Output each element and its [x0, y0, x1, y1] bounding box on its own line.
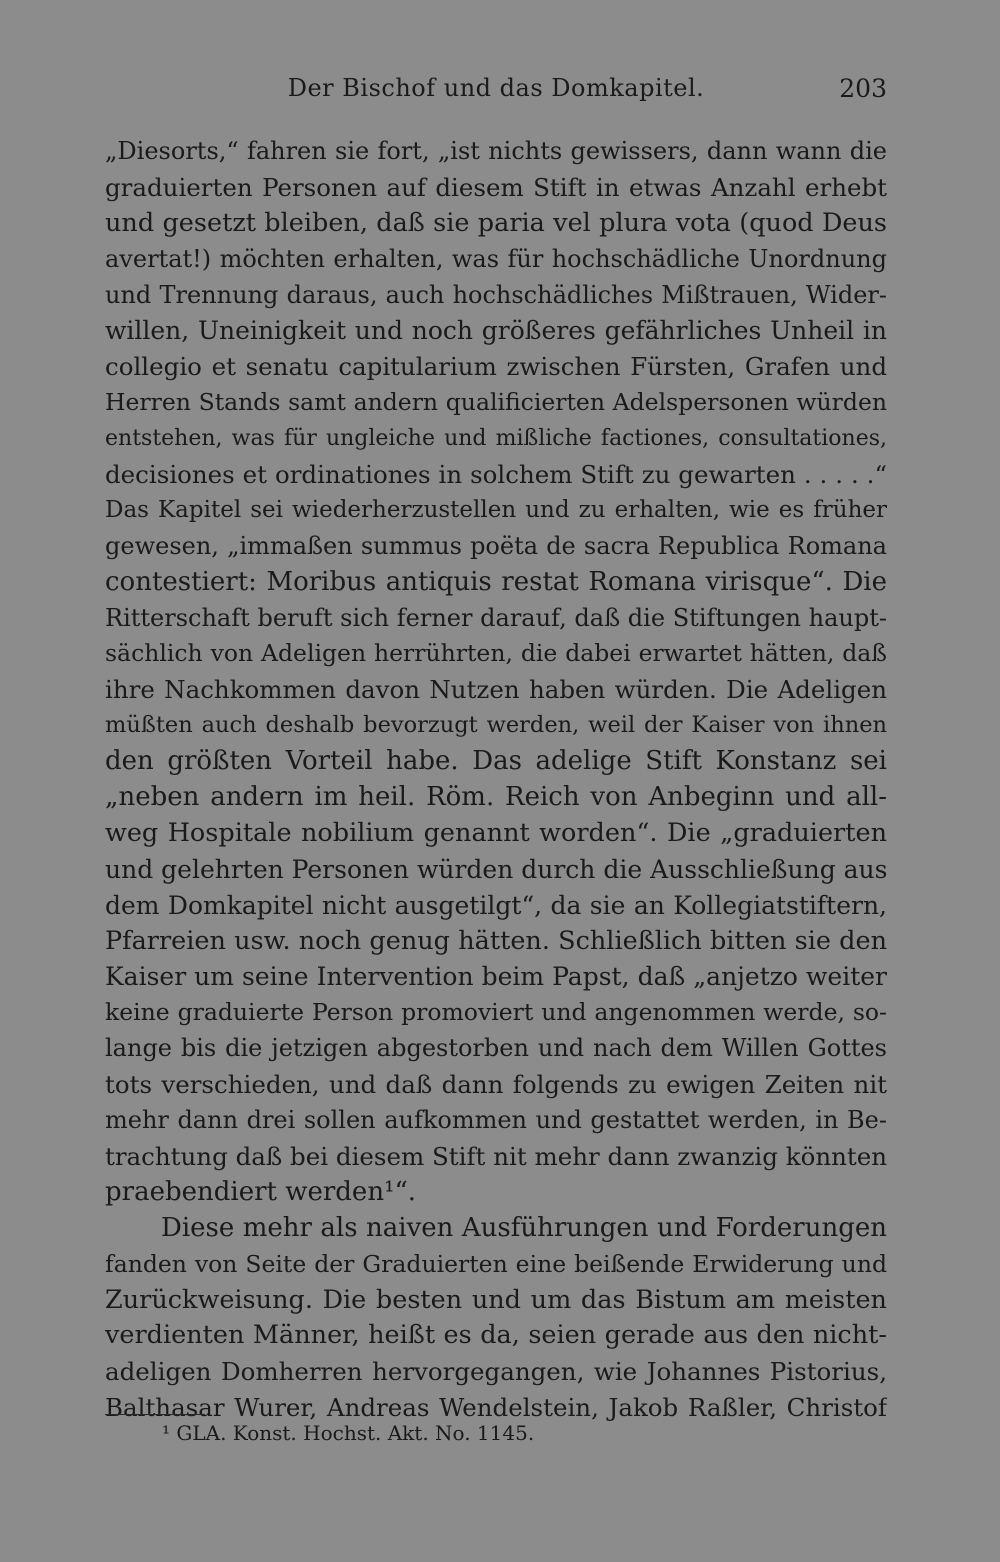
text-line: collegio et senatu capitularium zwischen Fürsten, Grafen und	[105, 352, 887, 382]
running-head	[105, 74, 887, 106]
text-line: ihre Nachkommen davon Nutzen haben würden. Die Adeligen	[105, 675, 887, 705]
text-line: und gesetzt bleiben, daß sie paria vel plura vota (quod Deus	[105, 207, 887, 238]
text-line: „Diesorts,“ fahren sie fort, „ist nichts gewissers, dann wann die	[105, 137, 887, 165]
text-line: sächlich von Adeligen herrührten, die dabei erwartet hätten, daß	[105, 639, 887, 668]
text-line: weg Hospitale nobilium genannt worden“. Die „graduierten	[105, 817, 887, 848]
page-number: 203	[839, 74, 887, 103]
text-line: Herren Stands samt andern qualificierten Adelspersonen würden	[105, 388, 887, 417]
text-line: decisiones et ordinationes in solchem Stift zu gewarten . . . . .“	[105, 460, 887, 490]
text-line: müßten auch deshalb bevorzugt werden, weil der Kaiser von ihnen	[105, 712, 887, 739]
text-line: Balthasar Wurer, Andreas Wendelstein, Jakob Raßler, Christof	[105, 1393, 887, 1423]
text-line: Zurückweisung. Die besten und um das Bistum am meisten	[105, 1284, 887, 1315]
text-line: Kaiser um seine Intervention beim Papst, daß „anjetzo weiter	[105, 962, 887, 992]
text-line: trachtung daß bei diesem Stift nit mehr dann zwanzig könnten	[105, 1141, 887, 1171]
text-line: „neben andern im heil. Röm. Reich von Anbeginn und all-	[105, 782, 887, 813]
text-line: Pfarreien usw. noch genug hätten. Schließlich bitten sie den	[105, 925, 887, 956]
footnote: ¹ GLA. Konst. Hochst. Akt. No. 1145.	[162, 1421, 535, 1445]
text-line: und gelehrten Personen würden durch die Ausschließung aus	[105, 854, 887, 884]
text-line: praebendiert werden¹“.	[105, 1176, 417, 1207]
text-line: entstehen, was für ungleiche und mißliche factiones, consultationes,	[105, 426, 887, 452]
running-title: Der Bischof und das Domkapitel.	[287, 74, 705, 102]
text-line: dem Domkapitel nicht ausgetilgt“, da sie an Kollegiatstiftern,	[105, 890, 887, 920]
text-line: adeligen Domherren hervorgegangen, wie Johannes Pistorius,	[105, 1357, 887, 1387]
text-line: Ritterschaft beruft sich ferner darauf, daß die Stiftungen haupt-	[105, 603, 887, 632]
body-text	[105, 134, 887, 1426]
text-line: keine graduierte Person promoviert und angenommen werde, so-	[105, 998, 887, 1027]
text-line: Diese mehr als naiven Ausführungen und Forderungen	[161, 1212, 887, 1243]
text-line: tots verschieden, und daß dann folgends zu ewigen Zeiten nit	[105, 1070, 887, 1100]
text-line: gewesen, „immaßen summus poëta de sacra Republica Romana	[105, 531, 887, 560]
text-line: graduierten Personen auf diesem Stift in etwas Anzahl erhebt	[105, 172, 887, 202]
text-line: den größten Vorteil habe. Das adelige Stift Konstanz sei	[105, 746, 887, 777]
text-line: willen, Uneinigkeit und noch größeres gefährliches Unheil in	[105, 316, 887, 346]
text-line: contestiert: Moribus antiquis restat Romana virisque“. Die	[105, 566, 887, 597]
text-line: avertat!) möchten erhalten, was für hochschädliche Unordnung	[105, 244, 887, 273]
text-line: lange bis die jetzigen abgestorben und nach dem Willen Gottes	[105, 1034, 887, 1063]
footnote-rule	[105, 1414, 205, 1415]
text-line: fanden von Seite der Graduierten eine beißende Erwiderung und	[105, 1249, 887, 1278]
text-line: und Trennung daraus, auch hochschädliches Mißtrauen, Wider-	[105, 280, 887, 309]
text-line: Das Kapitel sei wiederherzustellen und zu erhalten, wie es früher	[105, 496, 887, 523]
text-line: mehr dann drei sollen aufkommen und gestattet werden, in Be-	[105, 1106, 887, 1135]
text-line: verdienten Männer, heißt es da, seien gerade aus den nicht-	[105, 1320, 887, 1351]
